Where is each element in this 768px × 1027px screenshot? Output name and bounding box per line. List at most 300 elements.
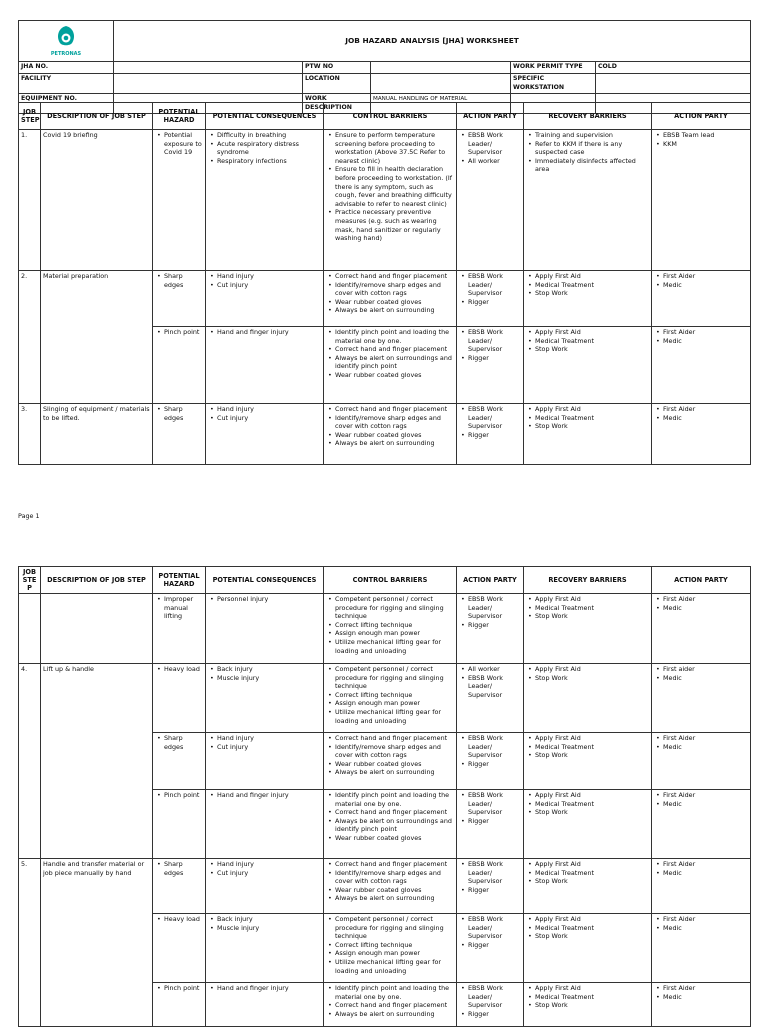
action-party-recovery <box>652 983 751 1027</box>
petronas-logo <box>19 21 114 62</box>
list-item: • Always be alert on surrounding <box>335 1010 454 1019</box>
list-item: • Cut injury <box>217 414 321 423</box>
potential-consequences-list <box>208 405 321 422</box>
control-barriers <box>324 271 457 327</box>
table-row <box>19 790 751 859</box>
control-barriers-list <box>326 272 454 315</box>
action-party <box>457 664 524 733</box>
ptw-no-value <box>371 62 511 74</box>
col-hazard: POTENTIAL HAZARD <box>153 567 206 594</box>
control-barriers-list <box>326 131 454 243</box>
list-item: • Utilize mechanical lifting gear for loading and unloading <box>335 638 454 655</box>
list-item: • Wear rubber coated gloves <box>335 834 454 843</box>
potential-hazard-list <box>155 595 203 621</box>
facility-value <box>114 74 303 94</box>
potential-consequences-list <box>208 860 321 877</box>
col-consequences: POTENTIAL CONSEQUENCES <box>206 103 324 130</box>
job-step-description <box>41 733 153 790</box>
list-item: • Pinch point <box>164 791 203 800</box>
list-item: • EBSB Work Leader/ Supervisor <box>468 131 521 157</box>
list-item: • Apply First Aid <box>535 984 649 993</box>
list-item: • Identify/remove sharp edges and cover with cotton rags <box>335 281 454 298</box>
list-item: • Correct lifting technique <box>335 621 454 630</box>
action-party-recovery-list <box>654 984 748 1001</box>
list-item: • Apply First Aid <box>535 272 649 281</box>
recovery-barriers <box>524 914 652 983</box>
list-item: • EBSB Work Leader/ Supervisor <box>468 595 521 621</box>
potential-consequences <box>206 914 324 983</box>
job-step-number: 3. <box>19 404 41 465</box>
list-item: • First Aider <box>663 734 748 743</box>
list-item: • Rigger <box>468 621 521 630</box>
recovery-barriers <box>524 983 652 1027</box>
list-item: • Identify/remove sharp edges and cover with cotton rags <box>335 743 454 760</box>
action-party-list <box>459 131 521 165</box>
potential-consequences <box>206 404 324 465</box>
control-barriers-list <box>326 984 454 1018</box>
recovery-barriers <box>524 733 652 790</box>
job-step-description <box>41 327 153 404</box>
recovery-barriers <box>524 859 652 914</box>
list-item: • First Aider <box>663 791 748 800</box>
job-step-number <box>19 790 41 859</box>
potential-hazard <box>153 983 206 1027</box>
list-item: • Medical Treatment <box>535 993 649 1002</box>
list-item: • Rigger <box>468 886 521 895</box>
equipment-label: EQUIPMENT NO. <box>19 94 114 114</box>
potential-hazard <box>153 733 206 790</box>
list-item: • Utilize mechanical lifting gear for loading and unloading <box>335 708 454 725</box>
table-row <box>19 983 751 1027</box>
action-party <box>457 914 524 983</box>
work-description-label: WORK DESCRIPTION <box>303 94 371 114</box>
potential-consequences-list <box>208 791 321 800</box>
list-item: • Stop Work <box>535 612 649 621</box>
potential-hazard-list <box>155 272 203 289</box>
list-item: • First Aider <box>663 595 748 604</box>
control-barriers <box>324 327 457 404</box>
recovery-barriers <box>524 594 652 664</box>
potential-hazard-list <box>155 860 203 877</box>
list-item: • Assign enough man power <box>335 699 454 708</box>
list-item: • Difficulty in breathing <box>217 131 321 140</box>
list-item: • Muscle injury <box>217 924 321 933</box>
list-item: • EBSB Work Leader/ Supervisor <box>468 272 521 298</box>
list-item: • Medical Treatment <box>535 924 649 933</box>
list-item: • KKM <box>663 140 748 149</box>
list-item: • Rigger <box>468 431 521 440</box>
list-item: • Assign enough man power <box>335 949 454 958</box>
list-item: • Hand and finger injury <box>217 328 321 337</box>
list-item: • Back injury <box>217 665 321 674</box>
control-barriers-list <box>326 915 454 975</box>
list-item: • Stop Work <box>535 289 649 298</box>
control-barriers <box>324 790 457 859</box>
control-barriers <box>324 594 457 664</box>
potential-hazard <box>153 914 206 983</box>
list-item: • Correct lifting technique <box>335 941 454 950</box>
list-item: • Stop Work <box>535 1001 649 1010</box>
list-item: • Ensure to fill in health declaration before proceeding to workstation. (If there is any symptom, such as cough, fever and breathing difficulty advisable to refer to nearest clinic) <box>335 165 454 208</box>
list-item: • Cut injury <box>217 743 321 752</box>
list-item: • Always be alert on surroundings and identify pinch point <box>335 354 454 371</box>
table-row <box>19 271 751 327</box>
potential-consequences-list <box>208 734 321 751</box>
control-barriers <box>324 983 457 1027</box>
list-item: • Correct hand and finger placement <box>335 272 454 281</box>
list-item: • Practice necessary preventive measures (e.g. such as wearing mask, hand sanitizer or regularly washing hand) <box>335 208 454 242</box>
job-step-number <box>19 733 41 790</box>
job-step-description <box>41 594 153 664</box>
job-step-description: Material preparation <box>41 271 153 327</box>
action-party <box>457 790 524 859</box>
list-item: • Heavy load <box>164 915 203 924</box>
table-row <box>19 327 751 404</box>
control-barriers-list <box>326 734 454 777</box>
list-item: • Wear rubber coated gloves <box>335 298 454 307</box>
action-party-list <box>459 665 521 699</box>
recovery-barriers <box>524 271 652 327</box>
potential-consequences <box>206 859 324 914</box>
action-party-recovery-list <box>654 131 748 148</box>
col-action-party: ACTION PARTY <box>457 103 524 130</box>
list-item: • Correct hand and finger placement <box>335 345 454 354</box>
action-party-list <box>459 405 521 439</box>
col-hazard: POTENTIAL HAZARD <box>153 103 206 130</box>
list-item: • Pinch point <box>164 984 203 993</box>
list-item: • Hand and finger injury <box>217 984 321 993</box>
list-item: • First Aider <box>663 860 748 869</box>
list-item: • Wear rubber coated gloves <box>335 886 454 895</box>
list-item: • Utilize mechanical lifting gear for loading and unloading <box>335 958 454 975</box>
recovery-barriers-list <box>526 791 649 817</box>
action-party <box>457 271 524 327</box>
action-party-list <box>459 791 521 825</box>
list-item: • Cut injury <box>217 281 321 290</box>
list-item: • Stop Work <box>535 751 649 760</box>
jha-no-value <box>114 62 303 74</box>
table-row <box>19 859 751 914</box>
worksheet-title: JOB HAZARD ANALYSIS [JHA] WORKSHEET <box>114 21 751 62</box>
list-item: • Sharp edges <box>164 272 203 289</box>
list-item: • Medic <box>663 414 748 423</box>
table-row <box>19 733 751 790</box>
list-item: • Hand injury <box>217 860 321 869</box>
list-item: • EBSB Work Leader/ Supervisor <box>468 791 521 817</box>
list-item: • Medical Treatment <box>535 281 649 290</box>
list-item: • Medic <box>663 337 748 346</box>
list-item: • Medic <box>663 800 748 809</box>
col-control: CONTROL BARRIERS <box>324 567 457 594</box>
page-number: Page 1 <box>18 512 40 520</box>
col-description: DESCRIPTION OF JOB STEP <box>41 567 153 594</box>
job-step-number: 5. <box>19 859 41 914</box>
col-description: DESCRIPTION OF JOB STEP <box>41 103 153 130</box>
potential-hazard <box>153 327 206 404</box>
control-barriers-list <box>326 791 454 843</box>
list-item: • EBSB Team lead <box>663 131 748 140</box>
action-party <box>457 130 524 271</box>
potential-consequences <box>206 733 324 790</box>
col-recovery: RECOVERY BARRIERS <box>524 103 652 130</box>
list-item: • First Aider <box>663 405 748 414</box>
action-party <box>457 859 524 914</box>
list-item: • Correct hand and finger placement <box>335 1001 454 1010</box>
list-item: • All worker <box>468 157 521 166</box>
col-action-party-2: ACTION PARTY <box>652 103 751 130</box>
jha-no-label: JHA NO. <box>19 62 114 74</box>
job-step-description <box>41 983 153 1027</box>
list-item: • Rigger <box>468 354 521 363</box>
potential-consequences <box>206 327 324 404</box>
control-barriers <box>324 733 457 790</box>
list-item: • First Aider <box>663 915 748 924</box>
list-item: • Stop Work <box>535 932 649 941</box>
list-item: • EBSB Work Leader/ Supervisor <box>468 328 521 354</box>
jha-table-page-1 <box>18 102 751 465</box>
potential-consequences <box>206 790 324 859</box>
col-action-party-2: ACTION PARTY <box>652 567 751 594</box>
list-item: • Assign enough man power <box>335 629 454 638</box>
action-party-recovery <box>652 790 751 859</box>
list-item: • First Aider <box>663 272 748 281</box>
control-barriers <box>324 664 457 733</box>
action-party-recovery <box>652 327 751 404</box>
list-item: • Potential exposure to Covid 19 <box>164 131 203 157</box>
potential-consequences-list <box>208 665 321 682</box>
action-party-list <box>459 272 521 306</box>
recovery-barriers <box>524 664 652 733</box>
list-item: • Identify pinch point and loading the material one by one. <box>335 984 454 1001</box>
list-item: • Immediately disinfects affected area <box>535 157 649 174</box>
table-row <box>19 664 751 733</box>
potential-hazard <box>153 130 206 271</box>
col-consequences: POTENTIAL CONSEQUENCES <box>206 567 324 594</box>
list-item: • Medic <box>663 604 748 613</box>
list-item: • Rigger <box>468 941 521 950</box>
list-item: • Wear rubber coated gloves <box>335 431 454 440</box>
list-item: • Wear rubber coated gloves <box>335 760 454 769</box>
recovery-barriers-list <box>526 131 649 174</box>
list-item: • Stop Work <box>535 674 649 683</box>
potential-hazard-list <box>155 405 203 422</box>
potential-hazard <box>153 859 206 914</box>
potential-hazard-list <box>155 665 203 674</box>
jha-table-page-2 <box>18 566 751 1027</box>
list-item: • Back injury <box>217 915 321 924</box>
col-job-step: JOB STE P <box>19 567 41 594</box>
list-item: • Ensure to perform temperature screening before proceeding to workstation (Above 37.5C Refer to nearest clinic) <box>335 131 454 165</box>
potential-consequences-list <box>208 915 321 932</box>
list-item: • Sharp edges <box>164 405 203 422</box>
list-item: • Improper manual lifting <box>164 595 203 621</box>
workstation-value <box>596 74 751 94</box>
list-item: • Identify pinch point and loading the material one by one. <box>335 328 454 345</box>
work-description-value: MANUAL HANDLING OF MATERIAL <box>371 94 511 114</box>
control-barriers-list <box>326 595 454 655</box>
list-item: • Apply First Aid <box>535 595 649 604</box>
list-item: • Always be alert on surroundings and identify pinch point <box>335 817 454 834</box>
action-party-list <box>459 984 521 1018</box>
control-barriers-list <box>326 860 454 903</box>
potential-hazard <box>153 404 206 465</box>
list-item: • Identify/remove sharp edges and cover with cotton rags <box>335 869 454 886</box>
list-item: • Hand injury <box>217 734 321 743</box>
list-item: • Medic <box>663 924 748 933</box>
facility-label: FACILITY <box>19 74 114 94</box>
list-item: • Medic <box>663 674 748 683</box>
recovery-barriers <box>524 327 652 404</box>
list-item: • Rigger <box>468 298 521 307</box>
job-step-description: Lift up & handle <box>41 664 153 733</box>
control-barriers <box>324 130 457 271</box>
list-item: • All worker <box>468 665 521 674</box>
list-item: • Sharp edges <box>164 734 203 751</box>
list-item: • Refer to KKM if there is any suspected case <box>535 140 649 157</box>
action-party-recovery-list <box>654 915 748 932</box>
list-item: • Stop Work <box>535 345 649 354</box>
action-party-list <box>459 915 521 949</box>
potential-consequences-list <box>208 131 321 165</box>
list-item: • Sharp edges <box>164 860 203 877</box>
recovery-barriers <box>524 790 652 859</box>
jha-header-table <box>18 20 751 114</box>
list-item: • Competent personnel / correct procedure for rigging and slinging technique <box>335 595 454 621</box>
recovery-barriers-list <box>526 734 649 760</box>
potential-consequences <box>206 271 324 327</box>
potential-consequences-list <box>208 328 321 337</box>
ptw-no-label: PTW NO <box>303 62 371 74</box>
permit-type-label: WORK PERMIT TYPE <box>511 62 596 74</box>
action-party <box>457 327 524 404</box>
recovery-barriers-list <box>526 595 649 621</box>
list-item: • Hand and finger injury <box>217 791 321 800</box>
potential-hazard <box>153 594 206 664</box>
list-item: • Apply First Aid <box>535 734 649 743</box>
location-value <box>371 74 511 94</box>
list-item: • Respiratory infections <box>217 157 321 166</box>
table-row <box>19 594 751 664</box>
action-party <box>457 733 524 790</box>
col-action-party: ACTION PARTY <box>457 567 524 594</box>
list-item: • First Aider <box>663 328 748 337</box>
action-party-recovery-list <box>654 595 748 612</box>
list-item: • Medic <box>663 869 748 878</box>
col-recovery: RECOVERY BARRIERS <box>524 567 652 594</box>
col-control: CONTROL BARRIERS <box>324 103 457 130</box>
list-item: • EBSB Work Leader/ Supervisor <box>468 674 521 700</box>
location-label: LOCATION <box>303 74 371 94</box>
recovery-barriers-list <box>526 272 649 298</box>
list-item: • Wear rubber coated gloves <box>335 371 454 380</box>
list-item: • Stop Work <box>535 808 649 817</box>
list-item: • Competent personnel / correct procedure for rigging and slinging technique <box>335 665 454 691</box>
control-barriers <box>324 404 457 465</box>
list-item: • Medic <box>663 743 748 752</box>
potential-hazard-list <box>155 131 203 157</box>
list-item: • Apply First Aid <box>535 665 649 674</box>
recovery-barriers-list <box>526 328 649 354</box>
recovery-barriers-list <box>526 405 649 431</box>
action-party-recovery <box>652 664 751 733</box>
list-item: • Cut injury <box>217 869 321 878</box>
list-item: • EBSB Work Leader/ Supervisor <box>468 984 521 1010</box>
action-party-recovery <box>652 594 751 664</box>
action-party-recovery <box>652 859 751 914</box>
recovery-barriers <box>524 404 652 465</box>
list-item: • Acute respiratory distress syndrome <box>217 140 321 157</box>
list-item: • Always be alert on surrounding <box>335 894 454 903</box>
list-item: • Correct hand and finger placement <box>335 808 454 817</box>
action-party-recovery-list <box>654 328 748 345</box>
list-item: • Medical Treatment <box>535 743 649 752</box>
job-step-number: 2. <box>19 271 41 327</box>
potential-consequences-list <box>208 272 321 289</box>
job-step-description: Covid 19 briefing <box>41 130 153 271</box>
list-item: • Rigger <box>468 817 521 826</box>
job-step-description <box>41 790 153 859</box>
list-item: • Heavy load <box>164 665 203 674</box>
action-party-recovery-list <box>654 665 748 682</box>
action-party-recovery <box>652 271 751 327</box>
action-party-list <box>459 734 521 768</box>
list-item: • Apply First Aid <box>535 915 649 924</box>
list-item: • Correct lifting technique <box>335 691 454 700</box>
list-item: • Correct hand and finger placement <box>335 734 454 743</box>
potential-hazard-list <box>155 915 203 924</box>
potential-hazard-list <box>155 328 203 337</box>
action-party-recovery-list <box>654 272 748 289</box>
list-item: • Hand injury <box>217 272 321 281</box>
list-item: • Competent personnel / correct procedure for rigging and slinging technique <box>335 915 454 941</box>
list-item: • Medical Treatment <box>535 604 649 613</box>
potential-hazard-list <box>155 791 203 800</box>
action-party-recovery <box>652 404 751 465</box>
petronas-logo-icon <box>53 25 79 49</box>
list-item: • Stop Work <box>535 877 649 886</box>
list-item: • Medic <box>663 281 748 290</box>
list-item: • Always be alert on surrounding <box>335 439 454 448</box>
list-item: • Apply First Aid <box>535 791 649 800</box>
list-item: • Apply First Aid <box>535 860 649 869</box>
table-row <box>19 130 751 271</box>
list-item: • Medical Treatment <box>535 800 649 809</box>
list-item: • Medic <box>663 993 748 1002</box>
list-item: • EBSB Work Leader/ Supervisor <box>468 860 521 886</box>
list-item: • Correct hand and finger placement <box>335 405 454 414</box>
list-item: • Personnel injury <box>217 595 321 604</box>
list-item: • Always be alert on surrounding <box>335 768 454 777</box>
list-item: • EBSB Work Leader/ Supervisor <box>468 405 521 431</box>
list-item: • Hand injury <box>217 405 321 414</box>
control-barriers <box>324 859 457 914</box>
col-job-step: JOB STEP <box>19 103 41 130</box>
action-party-recovery <box>652 733 751 790</box>
list-item: • Pinch point <box>164 328 203 337</box>
control-barriers-list <box>326 328 454 380</box>
list-item: • Medical Treatment <box>535 414 649 423</box>
action-party-recovery-list <box>654 405 748 422</box>
job-step-number <box>19 594 41 664</box>
workstation-label: SPECIFIC WORKSTATION <box>511 74 596 94</box>
action-party-list <box>459 328 521 362</box>
action-party-recovery-list <box>654 734 748 751</box>
potential-hazard <box>153 664 206 733</box>
table-row <box>19 914 751 983</box>
logo-text: PETRONAS <box>50 50 82 57</box>
table-row <box>19 404 751 465</box>
control-barriers-list <box>326 665 454 725</box>
